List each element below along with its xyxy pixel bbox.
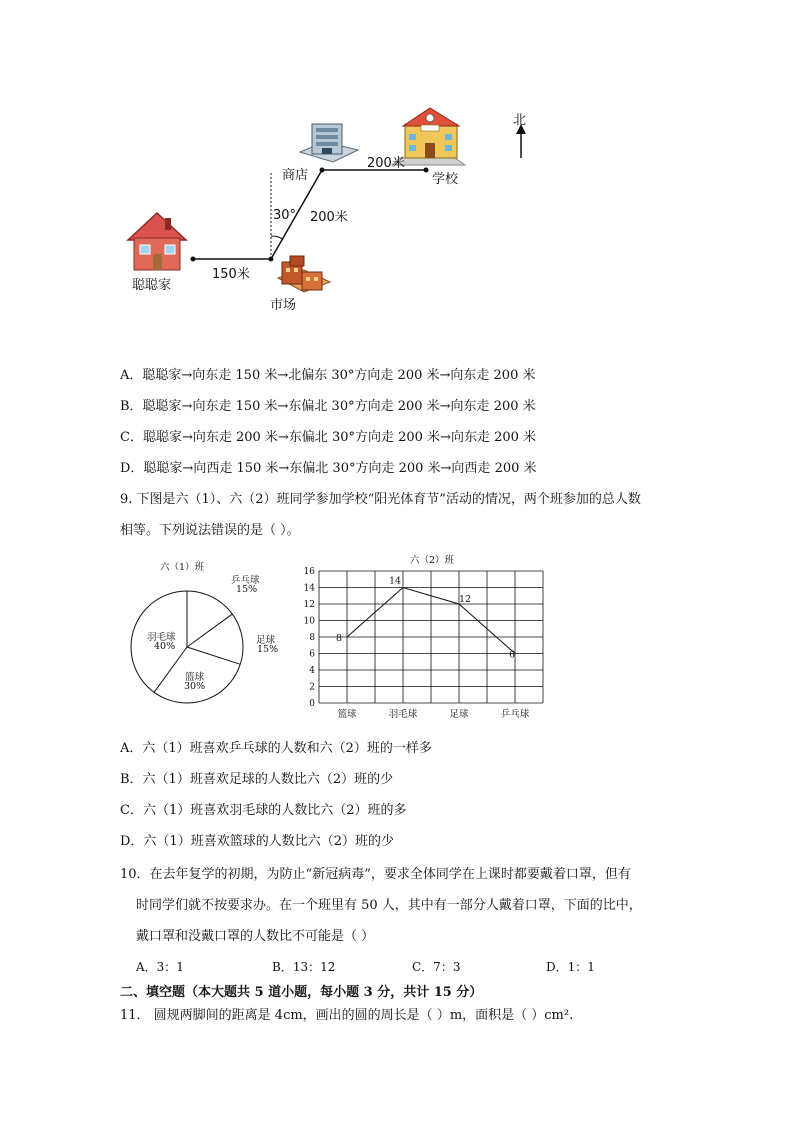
- pie-label-football: 足球: [256, 635, 276, 646]
- y-tick-label: 12: [303, 600, 315, 610]
- y-tick-label: 0: [309, 699, 315, 709]
- q10-option-b: B．13：12: [272, 960, 336, 974]
- y-tick-label: 2: [309, 682, 315, 693]
- q10-option-a: A．3：1: [136, 960, 184, 974]
- market-label: 市场: [270, 298, 297, 313]
- q10-option-d: D．1：1: [546, 960, 595, 974]
- q9-option-a: A．六（1）班喜欢乒乓球的人数和六（2）班的一样多: [120, 741, 432, 756]
- segment-home-market-label: 150米: [212, 267, 250, 282]
- x-tick-label: 乒乓球: [500, 709, 530, 720]
- q9-stem-line2: 相等。下列说法错误的是（ ）。: [120, 523, 300, 538]
- q10-stem-line1: 10．在去年复学的初期，为防止“新冠病毒”，要求全体同学在上课时都要戴着口罩，但有: [120, 867, 631, 882]
- q10-stem-line3: 戴口罩和没戴口罩的人数比不可能是（ ）: [136, 929, 375, 944]
- pie-chart-title: 六（1）班: [160, 562, 205, 573]
- pie-pct-football: 15%: [257, 644, 279, 655]
- y-tick-label: 4: [309, 666, 315, 676]
- pie-pct-badminton: 40%: [154, 641, 176, 652]
- y-tick-label: 16: [303, 567, 315, 577]
- store-label: 商店: [282, 168, 309, 183]
- y-tick-label: 6: [309, 649, 315, 660]
- q9-option-b: B．六（1）班喜欢足球的人数比六（2）班的少: [120, 772, 394, 787]
- y-tick-label: 10: [303, 616, 315, 627]
- north-label: 北: [513, 113, 527, 128]
- pie-pct-pingpong: 15%: [236, 584, 258, 595]
- q8-option-c: C．聪聪家→向东走 200 米→东偏北 30°方向走 200 米→向东走 200 米: [120, 430, 537, 445]
- q8-option-b: B．聪聪家→向东走 150 米→东偏北 30°方向走 200 米→向东走 200 米: [120, 399, 536, 414]
- q9-option-c: C．六（1）班喜欢羽毛球的人数比六（2）班的多: [120, 803, 407, 818]
- school-label: 学校: [432, 172, 459, 187]
- data-label: 14: [388, 575, 402, 587]
- q8-option-d: D．聪聪家→向西走 150 米→东偏北 30°方向走 200 米→向西走 200 米: [120, 461, 537, 476]
- home-label: 聪聪家: [132, 278, 172, 293]
- q9-stem-line1: 9. 下图是六（1）、六（2）班同学参加学校“阳光体育节”活动的情况，两个班参加的总人数: [120, 492, 641, 507]
- y-tick-label: 8: [309, 633, 315, 643]
- q8-option-a: A．聪聪家→向东走 150 米→北偏东 30°方向走 200 米→向东走 200 米: [120, 368, 536, 383]
- pie-label-pingpong: 乒乓球: [231, 575, 260, 586]
- pie-label-badminton: 羽毛球: [147, 632, 176, 643]
- x-tick-label: 羽毛球: [388, 709, 418, 720]
- angle-label: 30°: [273, 208, 297, 223]
- pie-pct-basketball: 30%: [184, 681, 206, 692]
- data-label: 12: [458, 594, 472, 605]
- q10-option-c: C．7：3: [412, 960, 461, 974]
- x-tick-label: 足球: [449, 709, 469, 720]
- data-label: 6: [508, 649, 516, 661]
- x-tick-label: 篮球: [337, 709, 357, 720]
- line-chart-title: 六（2）班: [410, 555, 455, 566]
- segment-market-store-label: 200米: [310, 210, 348, 225]
- pie-label-basketball: 篮球: [185, 672, 205, 683]
- segment-store-school-label: 200米: [367, 156, 405, 171]
- y-tick-label: 14: [303, 583, 315, 594]
- q11-stem: 11． 圆规两脚间的距离是 4cm，画出的圆的周长是（ ）m，面积是（ ）cm².: [120, 1008, 574, 1023]
- data-label: 8: [335, 633, 343, 644]
- section-2-heading: 二、填空题（本大题共 5 道小题，每小题 3 分，共计 15 分）: [120, 985, 483, 1000]
- q9-option-d: D．六（1）班喜欢篮球的人数比六（2）班的少: [120, 834, 394, 849]
- q10-stem-line2: 时同学们就不按要求办。在一个班里有 50 人，其中有一部分人戴着口罩，下面的比中，: [136, 898, 642, 913]
